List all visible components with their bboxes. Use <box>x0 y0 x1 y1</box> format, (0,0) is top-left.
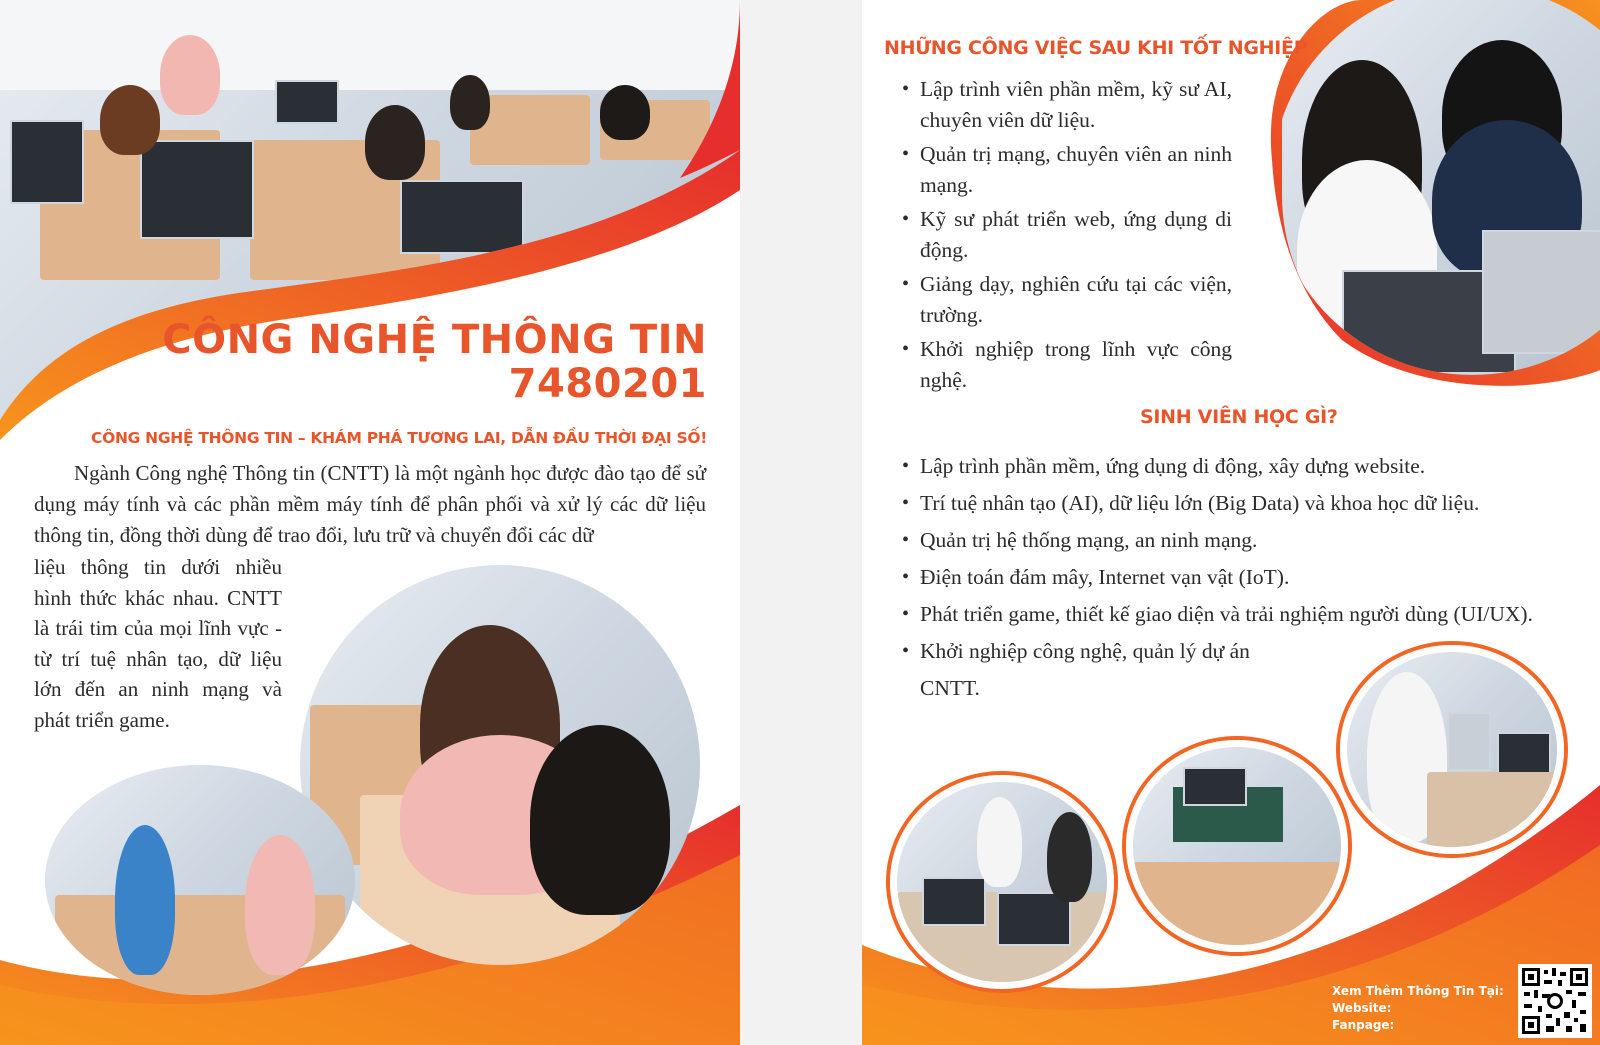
program-name: CÔNG NGHỆ THÔNG TIN <box>162 317 707 363</box>
footer-info <box>1332 983 1504 1034</box>
qr-code[interactable] <box>1518 964 1592 1038</box>
program-title <box>162 318 707 406</box>
job-item <box>900 74 1232 136</box>
study-heading: SINH VIÊN HỌC GÌ? <box>1140 406 1338 428</box>
list-item-text: Kỹ sư phát triển web, ứng dụng di động. <box>920 207 1232 262</box>
bullet-icon: • <box>902 492 910 514</box>
job-item <box>900 269 1232 331</box>
brochure-page-right <box>862 0 1600 1045</box>
bullet-icon: • <box>902 338 910 360</box>
study-item <box>900 633 1312 707</box>
program-code: 7480201 <box>508 361 707 407</box>
list-item-text: Quản trị hệ thống mạng, an ninh mạng. <box>920 528 1258 552</box>
students-circle-photo-large <box>300 565 700 965</box>
footer-label: Xem Thêm Thông Tin Tại: <box>1332 984 1504 998</box>
bullet-icon: • <box>902 273 910 295</box>
bullet-icon: • <box>902 603 910 625</box>
list-item-text: Khởi nghiệp công nghệ, quản lý dự án CNTT. <box>920 639 1250 700</box>
job-item <box>900 334 1232 396</box>
bullet-icon: • <box>902 566 910 588</box>
bullet-icon: • <box>902 208 910 230</box>
study-item <box>900 522 1570 559</box>
bullet-icon: • <box>902 529 910 551</box>
laptop-class-circle-photo <box>890 775 1114 989</box>
bullet-icon: • <box>902 640 910 662</box>
list-item-text: Khởi nghiệp trong lĩnh vực công nghệ. <box>920 337 1232 392</box>
bullet-icon: • <box>902 455 910 477</box>
study-item <box>900 596 1570 633</box>
list-item-text: Giảng dạy, nghiên cứu tại các viện, trường. <box>920 272 1232 327</box>
program-slogan: CÔNG NGHỆ THÔNG TIN – KHÁM PHÁ TƯƠNG LAI, DẪN ĐẦU THỜI ĐẠI SỐ! <box>91 429 707 447</box>
study-item <box>900 485 1570 522</box>
list-item-text: Phát triển game, thiết kế giao diện và trải nghiệm người dùng (UI/UX). <box>920 602 1533 626</box>
intro-paragraph-side: liệu thông tin dưới nhiều hình thức khác nhau. CNTT là trái tim của mọi lĩnh vực - từ trí tuệ nhân tạo, dữ liệu lớn đến an ninh mạng và phát triển game. <box>34 555 282 732</box>
study-item <box>900 448 1570 485</box>
list-item-text: Trí tuệ nhân tạo (AI), dữ liệu lớn (Big Data) và khoa học dữ liệu. <box>920 491 1480 515</box>
footer-website-label: Website: <box>1332 1001 1392 1015</box>
brochure-page-left <box>0 0 740 1045</box>
computer-lab-circle-photo <box>1340 645 1564 854</box>
intro-text-top: Ngành Công nghệ Thông tin (CNTT) là một ngành học được đào tạo để sử dụng máy tính và các phần mềm máy tính để phân phối và xử lý các dữ liệu thông tin, đồng thời dùng để trao đổi, lưu trữ và chuyển đổi các dữ <box>34 461 706 547</box>
students-circle-photo-small <box>45 765 355 995</box>
qr-code-icon <box>1520 966 1590 1036</box>
job-item <box>900 139 1232 201</box>
bullet-icon: • <box>902 143 910 165</box>
job-item <box>900 204 1232 266</box>
list-item-text: Quản trị mạng, chuyên viên an ninh mạng. <box>920 142 1232 197</box>
jobs-heading: NHỮNG CÔNG VIỆC SAU KHI TỐT NGHIỆP <box>884 37 1308 59</box>
list-item-text: Lập trình viên phần mềm, kỹ sư AI, chuyên viên dữ liệu. <box>920 77 1232 132</box>
list-item-text: Lập trình phần mềm, ứng dụng di động, xây dựng website. <box>920 454 1426 478</box>
intro-paragraph-top <box>34 458 706 551</box>
lecture-hall-circle-photo <box>1126 740 1348 952</box>
bullet-icon: • <box>902 78 910 100</box>
footer-fanpage-label: Fanpage: <box>1332 1018 1395 1032</box>
jobs-list <box>900 74 1232 399</box>
list-item-text: Điện toán đám mây, Internet vạn vật (IoT). <box>920 565 1290 589</box>
study-item <box>900 559 1570 596</box>
